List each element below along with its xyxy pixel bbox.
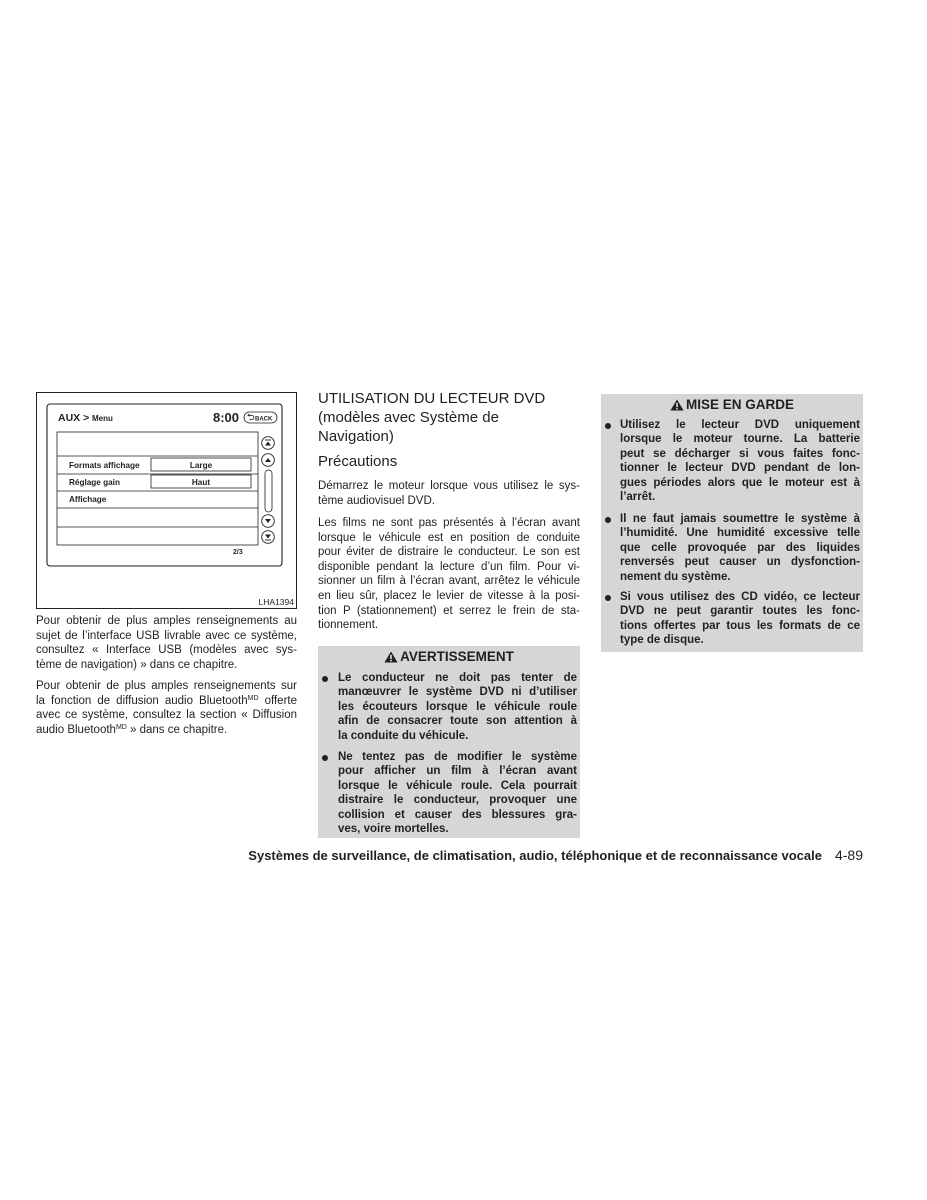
paragraph-line [36, 723, 297, 738]
paragraph-line: sionner un film à l’écran avant, arrêtez le véhicule [318, 575, 580, 588]
bullet-icon [605, 423, 611, 429]
item-line: distraire le conducteur, provoquer une [338, 794, 577, 807]
caution-header [601, 394, 863, 415]
heading-line: (modèles avec Système de [318, 409, 499, 426]
paragraph-films [318, 516, 580, 633]
caution-title: MISE EN GARDE [685, 397, 794, 412]
scrollbar [265, 470, 272, 512]
page-footer [248, 847, 863, 863]
line-text: la fonction de diffusion audio Bluetooth [36, 694, 248, 707]
item-line: pour afficher un film à l’écran avant [338, 765, 577, 778]
warning-item [338, 750, 577, 837]
paragraph-line: Pour obtenir de plus amples renseignements au [36, 615, 297, 627]
item-line: Le conducteur ne doit pas tenter de [338, 672, 577, 684]
line-text: audio Bluetooth [36, 723, 116, 736]
screen-subtitle: Menu [92, 414, 113, 423]
paragraph-line: disponible pendant la lecture d’un film. Pour vi- [318, 560, 580, 573]
subheading: Précautions [318, 453, 398, 470]
bullet-icon [322, 755, 328, 761]
paragraph-start-engine [318, 479, 580, 508]
paragraph-line: Démarrez le moteur lorsque vous utilisez le sys- [318, 480, 580, 492]
scroll-bottom-icon [262, 531, 275, 544]
item-line: l’arrêt. [620, 491, 656, 504]
screen-clock: 8:00 [213, 410, 240, 425]
item-line: afin de consacrer toute son attention à [338, 715, 577, 728]
item-line: la conduite du véhicule. [338, 729, 469, 742]
menu-row-label: Réglage gain [69, 478, 120, 487]
paragraph-bluetooth [36, 679, 297, 737]
warning-title: AVERTISSEMENT [400, 649, 514, 664]
back-button-label: BACK [255, 416, 273, 423]
screen-title: AUX > [58, 412, 90, 424]
figure-code: LHA1394 [258, 597, 294, 607]
item-line: tionner le lecteur DVD pendant de lon- [620, 462, 860, 475]
warning-header [318, 646, 580, 667]
paragraph-usb [36, 614, 297, 672]
item-line: lorsque le moteur tourne. La batterie [620, 433, 860, 446]
paragraph-line: en lieu sûr, placez le levier de vitesse à la posi- [318, 589, 580, 602]
caution-item [620, 418, 860, 505]
paragraph-line: pour éviter de distraire le conducteur. Le son est [318, 546, 580, 559]
scroll-up-icon [262, 454, 275, 467]
paragraph-line: Pour obtenir de plus amples renseignements sur [36, 680, 297, 692]
paragraph-line: consultez « Interface USB (modèles avec sys- [36, 644, 297, 657]
bullet-icon [605, 595, 611, 601]
paragraph-line: tème de navigation) » dans ce chapitre. [36, 658, 238, 671]
item-line: les écouteurs lorsque le véhicule roule [338, 700, 577, 713]
caution-box [601, 394, 863, 652]
item-line: lorsque le véhicule roule. Cela pourrait [338, 779, 577, 792]
menu-row-value: Haut [191, 478, 211, 487]
menu-row-label: Formats affichage [69, 461, 140, 470]
heading-line: Navigation) [318, 428, 394, 445]
item-line: Utilisez le lecteur DVD uniquement [620, 419, 860, 431]
warning-box [318, 646, 580, 838]
paragraph-line: avec ce système, consultez la section « Diffusion [36, 709, 297, 722]
page-number: 4-89 [834, 847, 863, 863]
item-line: DVD ne peut garantir toutes les fonc- [620, 605, 860, 618]
menu-row-value: Large [189, 461, 213, 470]
menu-row-label: Affichage [69, 495, 107, 504]
paragraph-line: sujet de l’interface USB livrable avec ce système, [36, 629, 297, 642]
item-line: Ne tentez pas de modifier le système [338, 751, 577, 763]
warning-icon [670, 399, 684, 411]
paragraph-line: tème audiovisuel DVD. [318, 494, 435, 507]
warning-icon [384, 651, 398, 663]
item-line: ves, voire mortelles. [338, 823, 449, 836]
item-line: renversés peut causer un dysfonction- [620, 556, 860, 569]
item-line: gues périodes alors que le moteur est à [620, 476, 860, 489]
item-line: Si vous utilisez des CD vidéo, ce lecteur [620, 591, 860, 603]
paragraph-line: lorsque le véhicule est en position de conduite [318, 531, 580, 544]
figure-lha1394 [36, 392, 297, 609]
caution-item [620, 512, 860, 584]
scroll-down-icon [262, 515, 275, 528]
warning-item [338, 671, 577, 743]
bullet-icon [605, 517, 611, 523]
trademark-superscript: MD [247, 694, 259, 702]
item-line: type de disque. [620, 634, 704, 647]
footer-section-title: Systèmes de surveillance, de climatisation, audio, téléphonique et de reconnaissance vocale [248, 848, 822, 863]
item-line: l’humidité. Une humidité excessive telle [620, 527, 860, 540]
page-indicator: 2/3 [233, 549, 243, 556]
item-line: tions offertes par tous les formats de ce [620, 619, 860, 632]
heading-line: UTILISATION DU LECTEUR DVD [318, 390, 546, 407]
paragraph-line: Les films ne sont pas présentés à l’écran avant [318, 517, 580, 529]
section-heading [318, 389, 580, 446]
paragraph-line: tionnement. [318, 619, 379, 632]
paragraph-line [36, 694, 297, 709]
item-line: peut se décharger si vous faites fonc- [620, 447, 860, 460]
line-text: » dans ce chapitre. [126, 723, 228, 736]
paragraph-line: tion P (stationnement) et serrez le frein de sta- [318, 604, 580, 617]
line-text: offerte [258, 694, 297, 707]
screen-illustration [37, 393, 296, 608]
back-button [244, 412, 277, 423]
scroll-top-icon [262, 437, 275, 450]
item-line: nement du système. [620, 570, 731, 583]
item-line: collision et causer des blessures gra- [338, 808, 577, 821]
item-line: Il ne faut jamais soumettre le système à [620, 513, 860, 525]
trademark-superscript: MD [115, 723, 127, 731]
item-line: que celle provoquée par des liquides [620, 541, 860, 554]
item-line: manœuvrer le système DVD ni d’utiliser [338, 686, 577, 699]
bullet-icon [322, 676, 328, 682]
caution-item [620, 590, 860, 648]
